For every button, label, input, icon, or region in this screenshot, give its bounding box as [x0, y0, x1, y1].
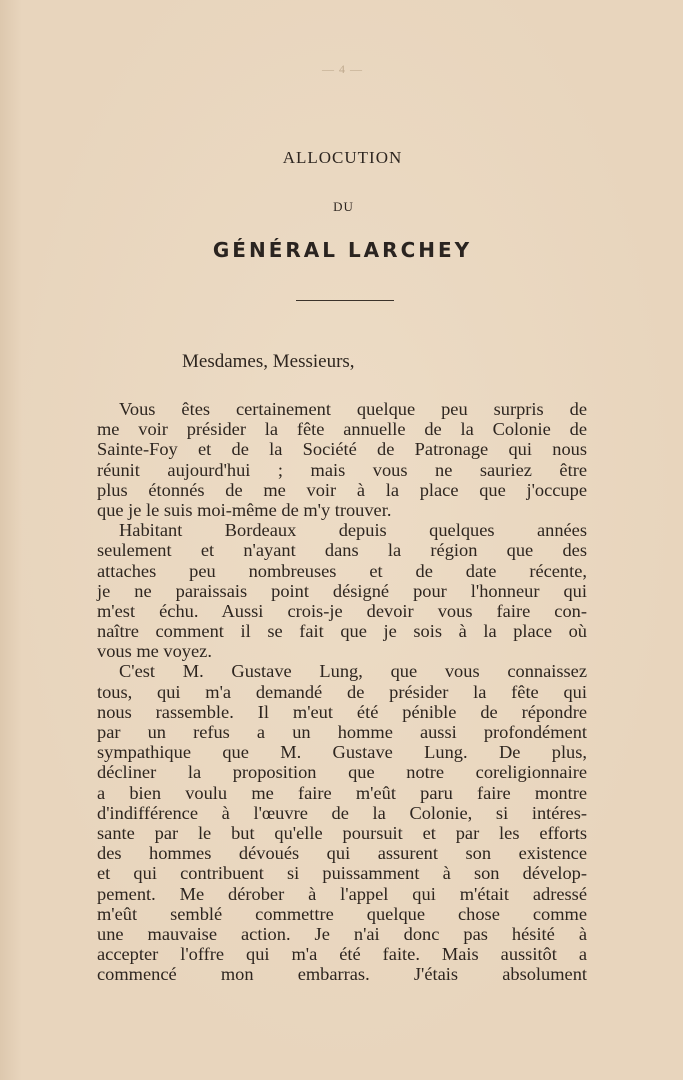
- body-line: d'indifférence à l'œuvre de la Colonie, si intéres-: [97, 802, 587, 823]
- body-line: seulement et n'ayant dans la région que des: [97, 540, 587, 561]
- body-line: plus étonnés de me voir à la place que j'occupe: [97, 479, 587, 500]
- body-line: sante par le but qu'elle poursuit et par les efforts: [97, 822, 587, 843]
- salutation: Mesdames, Messieurs,: [182, 351, 355, 372]
- body-line: me voir présider la fête annuelle de la Colonie de: [97, 419, 587, 440]
- body-line: vous me voyez.: [97, 641, 212, 662]
- body-line: par un refus a un homme aussi profondément: [97, 722, 587, 742]
- title-divider: [296, 300, 394, 301]
- body-line: Habitant Bordeaux depuis quelques années: [119, 520, 587, 541]
- heading-du: [0, 199, 683, 215]
- body-line: Sainte-Foy et de la Société de Patronage qui nous: [97, 439, 587, 460]
- body-line: commencé mon embarras. J'étais absolument: [97, 964, 587, 985]
- heading-allocution: [0, 148, 683, 168]
- body-line: pement. Me dérober à l'appel qui m'était adressé: [97, 883, 587, 904]
- body-line: sympathique que M. Gustave Lung. De plus,: [97, 742, 587, 763]
- body-line: une mauvaise action. Je n'ai donc pas hésité à: [97, 923, 587, 944]
- body-line: réunit aujourd'hui ; mais vous ne sauriez être: [97, 459, 587, 480]
- body-line: que je le suis moi-même de m'y trouver.: [97, 499, 392, 520]
- heading-line-3: GÉNÉRAL LARCHEY: [212, 238, 473, 262]
- body-line: décliner la proposition que notre coreligionnaire: [97, 762, 587, 783]
- body-line: nous rassemble. Il m'eut été pénible de répondre: [97, 701, 587, 722]
- body-line: tous, qui m'a demandé de présider la fête qui: [97, 681, 587, 702]
- body-line: et qui contribuent si puissamment à son dévelop-: [97, 863, 587, 884]
- heading-general-larchey: [0, 238, 683, 262]
- body-line: des hommes dévoués qui assurent son existence: [97, 843, 587, 864]
- body-line: naître comment il se fait que je sois à la place où: [97, 621, 587, 642]
- body-line: je ne paraissais point désigné pour l'honneur qui: [97, 580, 587, 601]
- body-line: m'est échu. Aussi crois-je devoir vous faire con-: [97, 600, 587, 621]
- body-line: m'eût semblé commettre quelque chose comme: [97, 903, 587, 924]
- heading-line-2: DU: [333, 199, 354, 214]
- body-text: [97, 399, 587, 984]
- heading-line-1: ALLOCUTION: [282, 148, 403, 167]
- body-line: Vous êtes certainement quelque peu surpris de: [119, 399, 587, 419]
- body-line: a bien voulu me faire m'eût paru faire montre: [97, 782, 587, 803]
- body-line: C'est M. Gustave Lung, que vous connaissez: [119, 661, 587, 682]
- page-number: — 4 —: [322, 62, 363, 76]
- body-line: attaches peu nombreuses et de date récente,: [97, 560, 587, 581]
- body-line: accepter l'offre qui m'a été faite. Mais aussitôt a: [97, 944, 587, 965]
